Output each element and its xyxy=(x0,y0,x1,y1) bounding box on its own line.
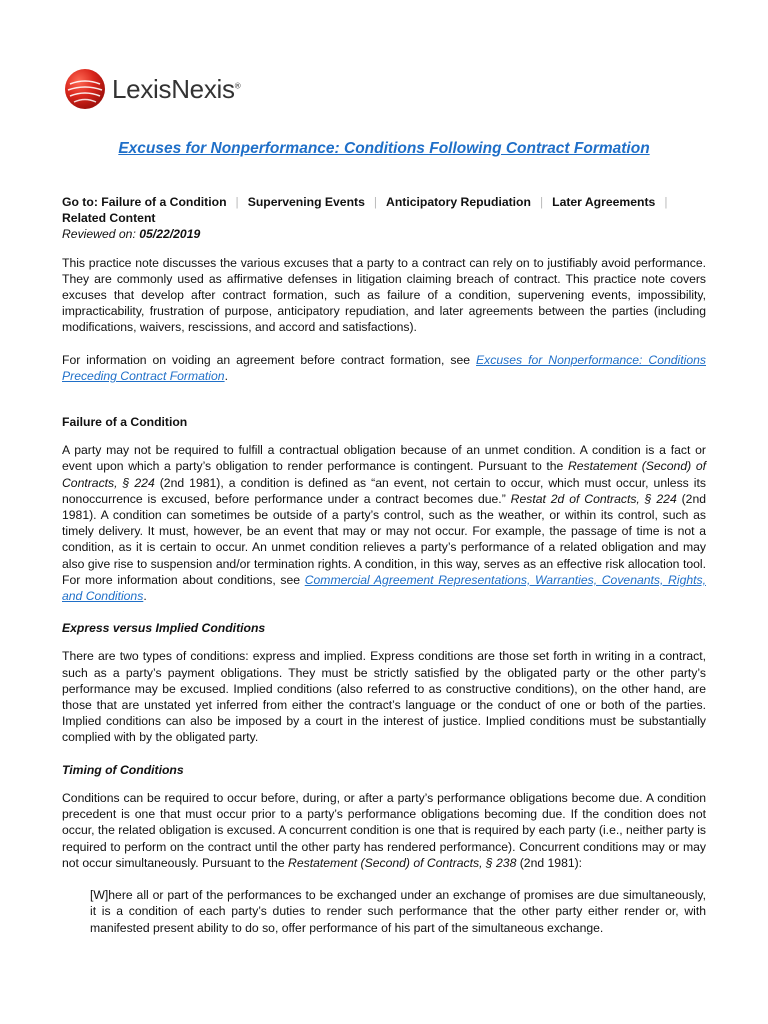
heading-timing-of-conditions: Timing of Conditions xyxy=(62,762,184,777)
brand-logo xyxy=(64,68,240,110)
goto-link-failure-of-condition[interactable]: Failure of a Condition xyxy=(101,195,227,209)
block-quote: [W]here all or part of the performances to be exchanged under an exchange of promises are due simultaneously, it is a condition of each party’s duties to render such performance that the other party either render or, with manifested present ability to do so, offer performance of his part of the simultaneous exchange. xyxy=(90,887,706,935)
document-content xyxy=(62,138,706,936)
heading-failure-of-condition: Failure of a Condition xyxy=(62,415,188,430)
lexisnexis-sphere-icon xyxy=(64,68,106,110)
failure-of-condition-paragraph: A party may not be required to fulfill a contractual obligation because of an unmet condition. A condition is a fact or event upon which a party’s obligation to render performance is contingent. Pursuant to the Restatement (Second) of Contracts, § 224 (2nd 1981), a condition is defined as “an event, not certain to occur, which must occur, unless its nonoccurrence is excused, before performance under a contract becomes due.” Restat 2d of Contracts, § 224 (2nd 1981). A condition can sometimes be outside of a party’s control, such as the weather, or within its control, such as timely delivery. It must, however, be an event that may or may not occur. For example, the passage of time is not a condition, as it is certain to occur. An unmet condition relieves a party’s performance of a related obligation and may also give rise to suspension and/or termination rights. A condition, in this way, serves as an effective risk allocation tool. For more information about conditions, see Commercial Agreement Representations, Warranties, Covenants, Rights, and Conditions. xyxy=(62,443,707,604)
timing-paragraph: Conditions can be required to occur before, during, or after a party’s performance obligations become due. A condition precedent is one that must occur prior to a party’s performance obligations becoming due. If the condition does not occur, the related obligation is excused. A concurrent condition is one that is required by each party (i.e., neither party is required to perform on the contract until the other party has rendered performance). Concurrent conditions may or may not occur simultaneously. Pursuant to the Restatement (Second) of Contracts, § 238 (2nd 1981): xyxy=(62,790,706,870)
goto-nav: Go to: Failure of a Condition | Supervening Events | Anticipatory Repudiation | Later Agreements | Related Content xyxy=(62,195,668,226)
info-paragraph: For information on voiding an agreement before contract formation, see Excuses for Nonperformance: Conditions Preceding Contract Formation. xyxy=(62,352,706,383)
reviewed-date: Reviewed on: 05/22/2019 xyxy=(62,227,201,242)
goto-link-later-agreements[interactable]: Later Agreements xyxy=(552,195,656,209)
intro-paragraph: This practice note discusses the various excuses that a party to a contract can rely on to justifiably avoid performance. They are commonly used as affirmative defenses in litigation claiming breach of contract. This practice note covers excuses that develop after contract formation, such as failure of a condition, supervening events, impossibility, impracticability, frustration of purpose, anticipatory repudiation, and later agreements between the parties (including modifications, waivers, rescissions, and accord and satisfactions). xyxy=(62,255,706,335)
link-commercial-agreement[interactable]: Commercial Agreement Representations, Warranties, Covenants, Rights, and Conditions xyxy=(62,572,706,604)
heading-express-vs-implied: Express versus Implied Conditions xyxy=(62,621,266,636)
express-implied-paragraph: There are two types of conditions: express and implied. Express conditions are those set forth in writing in a contract, such as a party’s payment obligations. They must be strictly satisfied by the obligated party or the other party’s performance may be excused. Implied conditions (also referred to as constructive conditions), on the other hand, are those that are unstated yet inferred from either the contract’s language or the conduct of one or both of the parties. Implied conditions can also be imposed by a court in the interest of justice. Implied conditions must be substantially complied with by the obligated party. xyxy=(62,649,706,745)
goto-prefix: Go to: xyxy=(62,195,98,209)
goto-link-anticipatory-repudiation[interactable]: Anticipatory Repudiation xyxy=(386,195,531,209)
brand-name: LexisNexis® xyxy=(112,73,241,104)
document-title[interactable]: Excuses for Nonperformance: Conditions Following Contract Formation xyxy=(118,140,650,157)
goto-link-related-content[interactable]: Related Content xyxy=(62,211,156,226)
goto-link-supervening-events[interactable]: Supervening Events xyxy=(247,195,365,209)
link-conditions-preceding[interactable]: Excuses for Nonperformance: Conditions Preceding Contract Formation xyxy=(62,352,706,383)
